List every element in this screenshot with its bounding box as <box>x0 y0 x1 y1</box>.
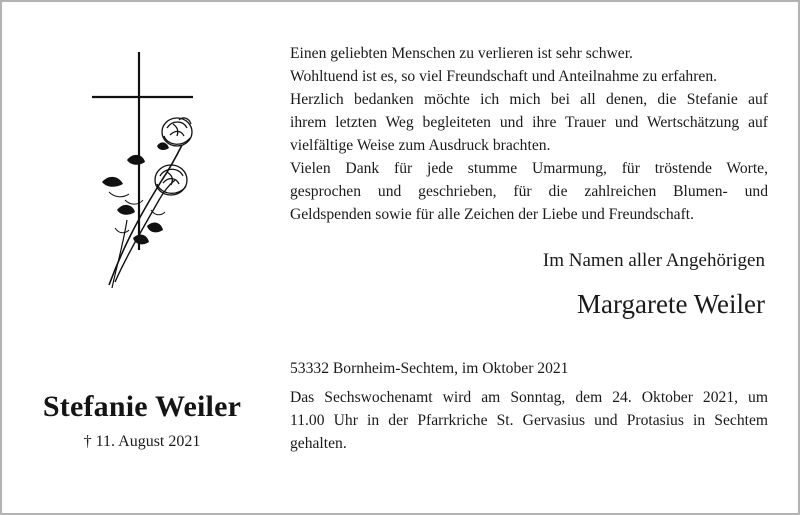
deceased-name: Stefanie Weiler <box>42 390 242 423</box>
signature-intro: Im Namen aller Angehörigen <box>542 250 765 271</box>
message-line: gesprochen und geschrieben, für die zahlreichen Blumen- und <box>290 183 768 200</box>
message-line: Herzlich bedanken möchte ich mich bei all denen, die Stefanie auf <box>290 91 768 108</box>
cross-with-roses-icon <box>87 50 227 300</box>
mass-line: 11.00 Uhr in der Pfarrkriche St. Gervasius und Protasius in Sechtem <box>290 412 768 429</box>
message-line: Wohltuend ist es, so viel Freundschaft und Anteilnahme zu erfahren. <box>290 68 718 85</box>
message-line: Einen geliebten Menschen zu verlieren ist sehr schwer. <box>290 45 633 62</box>
message-line: Geldspenden sowie für alle Zeichen der Liebe und Freundschaft. <box>290 206 694 223</box>
mass-announcement <box>290 386 768 455</box>
message-line: vielfältige Weise zum Ausdruck brachten. <box>290 137 551 154</box>
signature-name: Margarete Weiler <box>577 289 765 319</box>
mass-line: gehalten. <box>290 435 347 452</box>
death-date: † 11. August 2021 <box>83 433 201 450</box>
thank-you-message <box>290 42 768 226</box>
message-line: ihrem letzten Weg begleiteten und ihre Trauer und Wertschätzung auf <box>290 114 768 131</box>
message-line: Vielen Dank für jede stumme Umarmung, für tröstende Worte, <box>290 160 768 177</box>
location-date: 53332 Bornheim-Sechtem, im Oktober 2021 <box>290 360 569 377</box>
mass-line: Das Sechswochenamt wird am Sonntag, dem 24. Oktober 2021, um <box>290 389 768 406</box>
